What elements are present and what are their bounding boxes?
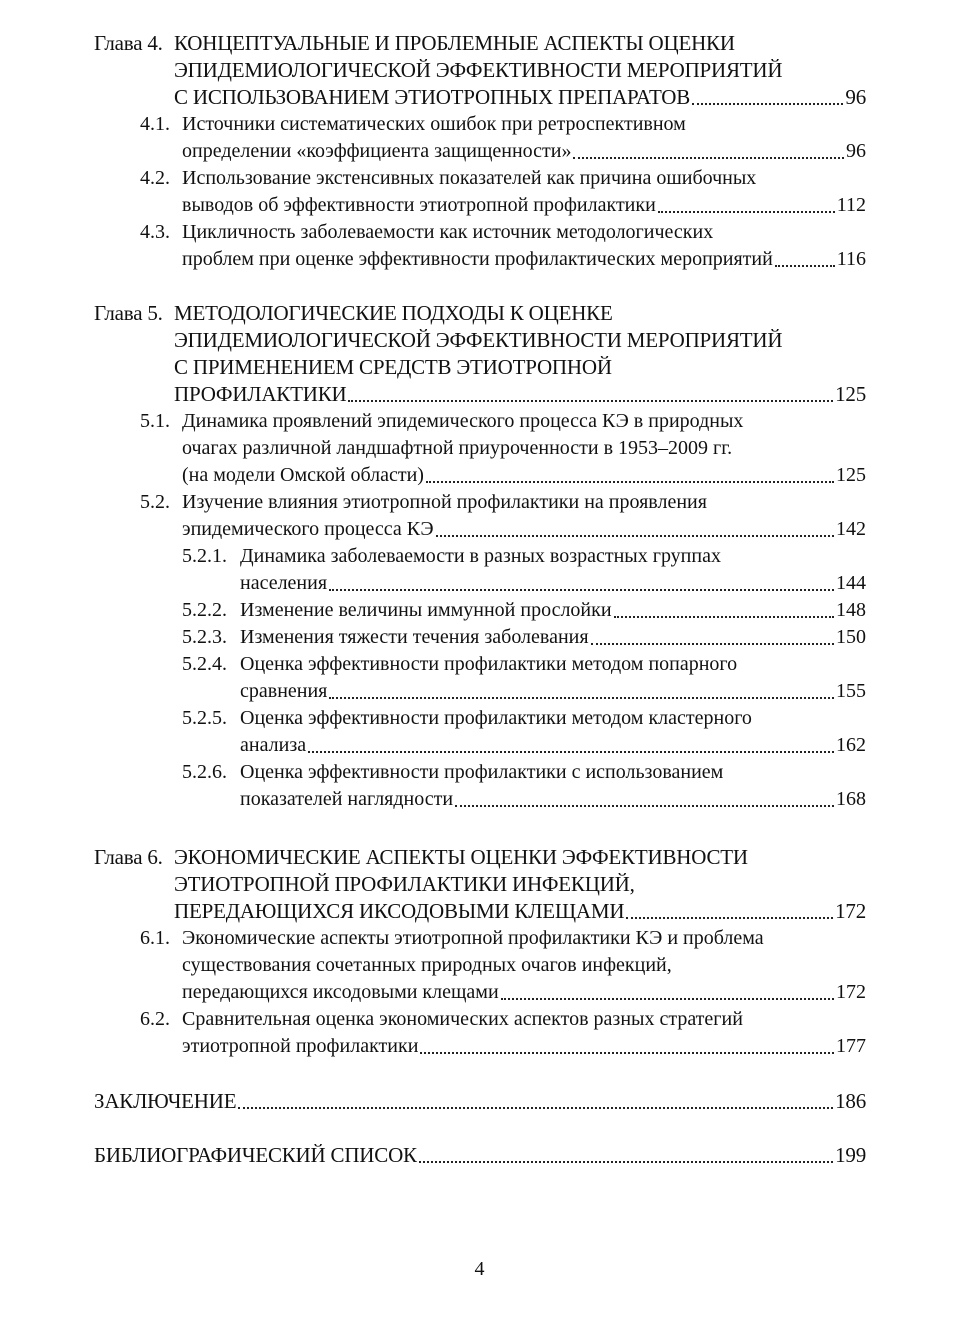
section-number: 6.2. [140,1008,170,1030]
chapter-title-line: С ИСПОЛЬЗОВАНИЕМ ЭТИОТРОПНЫХ ПРЕПАРАТОВ [174,85,691,109]
section-title-line: определении «коэффициента защищенности» [182,140,572,162]
toc-entry-link[interactable] [240,786,866,813]
dot-leader [329,589,834,591]
section-title-line: Сравнительная оценка экономических аспектов разных стратегий [182,1008,743,1030]
section-number: 4.1. [140,113,170,135]
toc-entry-link[interactable] [182,462,866,489]
section-title-line: Источники систематических ошибок при ретроспективном [182,113,686,135]
subsection-title-line: Оценка эффективности профилактики методом кластерного [240,707,752,729]
page-ref: 177 [836,1035,866,1057]
dot-leader [420,1052,834,1054]
subsection-title-line: населения [240,572,328,594]
chapter-title-line: ПЕРЕДАЮЩИХСЯ ИКСОДОВЫМИ КЛЕЩАМИ [174,899,625,923]
chapter-title-line: ЭПИДЕМИОЛОГИЧЕСКОЙ ЭФФЕКТИВНОСТИ МЕРОПРИЯТИЙ [174,58,783,82]
dot-leader [308,751,834,753]
subsection-title-line: Изменения тяжести течения заболевания [240,626,589,648]
page-ref: 96 [845,85,866,109]
chapter-label: Глава 4. [94,31,163,55]
page-ref: 199 [835,1143,866,1167]
toc-entry-link[interactable] [182,138,866,165]
subsection-title-line: анализа [240,734,307,756]
page-ref: 144 [836,572,866,594]
dot-leader [455,805,834,807]
conclusion-title: ЗАКЛЮЧЕНИЕ [94,1089,237,1113]
chapter-4 [94,30,866,273]
dot-leader [348,400,833,402]
page-ref: 172 [835,899,866,923]
dot-leader [426,481,834,483]
chapter-label: Глава 5. [94,301,163,325]
section-title-line: Динамика проявлений эпидемического процесса КЭ в природных [182,410,744,432]
toc-entry-link[interactable] [94,1142,866,1169]
subsection-number: 5.2.5. [182,707,227,729]
toc-entry-link[interactable] [174,381,866,408]
conclusion-entry [94,1088,866,1115]
section-title-line: Экономические аспекты этиотропной профилактики КЭ и проблема [182,927,764,949]
chapter-label: Глава 6. [94,845,163,869]
chapter-title-line: КОНЦЕПТУАЛЬНЫЕ И ПРОБЛЕМНЫЕ АСПЕКТЫ ОЦЕНКИ [174,31,735,55]
bibliography-entry [94,1142,866,1169]
dot-leader [626,917,833,919]
page-number: 4 [474,1258,485,1280]
toc-entry-link[interactable] [240,732,866,759]
page-ref: 148 [836,599,866,621]
toc-entry-link[interactable] [182,192,866,219]
section-title-line: очагах различной ландшафтной приуроченности в 1953–2009 гг. [182,437,733,459]
page-ref: 186 [835,1089,866,1113]
subsection-number: 5.2.2. [182,599,227,621]
page-ref: 142 [836,518,866,540]
page-ref: 168 [836,788,866,810]
subsection-title-line: сравнения [240,680,328,702]
page-ref: 150 [836,626,866,648]
chapter-title-line: ПРОФИЛАКТИКИ [174,382,347,406]
dot-leader [501,998,834,1000]
subsection-title-line: Оценка эффективности профилактики с использованием [240,761,724,783]
dot-leader [692,103,843,105]
subsection-title-line: Изменение величины иммунной прослойки [240,599,612,621]
section-title-line: этиотропной профилактики [182,1035,419,1057]
toc-entry-link[interactable] [182,246,866,273]
section-title-line: существования сочетанных природных очагов инфекций, [182,954,672,976]
section-number: 4.2. [140,167,170,189]
subsection-title-line: Динамика заболеваемости в разных возрастных группах [240,545,721,567]
dot-leader [419,1161,833,1163]
toc-entry-link[interactable] [240,570,866,597]
page-ref: 112 [836,194,866,216]
chapter-6 [94,844,866,1060]
subsection-number: 5.2.3. [182,626,227,648]
page-ref: 162 [836,734,866,756]
subsection-title-line: показателей наглядности [240,788,454,810]
section-title-line: эпидемического процесса КЭ [182,518,434,540]
section-title-line: проблем при оценке эффективности профилактических мероприятий [182,248,773,270]
dot-leader [573,157,844,159]
section-number: 6.1. [140,927,170,949]
subsection-number: 5.2.1. [182,545,227,567]
section-title-line: выводов об эффективности этиотропной профилактики [182,194,656,216]
chapter-title-line: ЭКОНОМИЧЕСКИЕ АСПЕКТЫ ОЦЕНКИ ЭФФЕКТИВНОСТИ [174,845,748,869]
dot-leader [591,643,834,645]
toc-entry-link[interactable] [174,84,866,111]
chapter-title-line: С ПРИМЕНЕНИЕМ СРЕДСТВ ЭТИОТРОПНОЙ [174,355,612,379]
section-title-line: Цикличность заболеваемости как источник методологических [182,221,714,243]
toc-entry-link[interactable] [182,516,866,543]
section-number: 4.3. [140,221,170,243]
section-title-line: передающихся иксодовыми клещами [182,981,499,1003]
chapter-title-line: ЭТИОТРОПНОЙ ПРОФИЛАКТИКИ ИНФЕКЦИЙ, [174,872,635,896]
subsection-title-line: Оценка эффективности профилактики методом попарного [240,653,738,675]
dot-leader [436,535,834,537]
page-ref: 155 [836,680,866,702]
section-number: 5.2. [140,491,170,513]
dot-leader [775,265,835,267]
toc-entry-link[interactable] [174,898,866,925]
section-title-line: Изучение влияния этиотропной профилактики на проявления [182,491,707,513]
dot-leader [329,697,834,699]
bibliography-title: БИБЛИОГРАФИЧЕСКИЙ СПИСОК [94,1143,417,1167]
subsection-number: 5.2.6. [182,761,227,783]
page-ref: 96 [846,140,866,162]
chapter-5 [94,300,866,813]
chapter-title-line: ЭПИДЕМИОЛОГИЧЕСКОЙ ЭФФЕКТИВНОСТИ МЕРОПРИЯТИЙ [174,328,783,352]
dot-leader [614,616,834,618]
page-ref: 125 [835,382,866,406]
toc-entry-link[interactable] [240,678,866,705]
dot-leader [658,211,835,213]
toc-entry-link[interactable] [240,624,866,651]
toc-entry-link[interactable] [240,597,866,624]
toc-entry-link[interactable] [94,1088,866,1115]
dot-leader [238,1107,833,1109]
section-title-line: (на модели Омской области) [182,464,424,486]
page-ref: 116 [836,248,866,270]
page-ref: 125 [836,464,866,486]
section-title-line: Использование экстенсивных показателей как причина ошибочных [182,167,757,189]
toc-entry-link[interactable] [182,979,866,1006]
chapter-title-line: МЕТОДОЛОГИЧЕСКИЕ ПОДХОДЫ К ОЦЕНКЕ [174,301,613,325]
page-ref: 172 [836,981,866,1003]
subsection-number: 5.2.4. [182,653,227,675]
toc-entry-link[interactable] [182,1033,866,1060]
section-number: 5.1. [140,410,170,432]
